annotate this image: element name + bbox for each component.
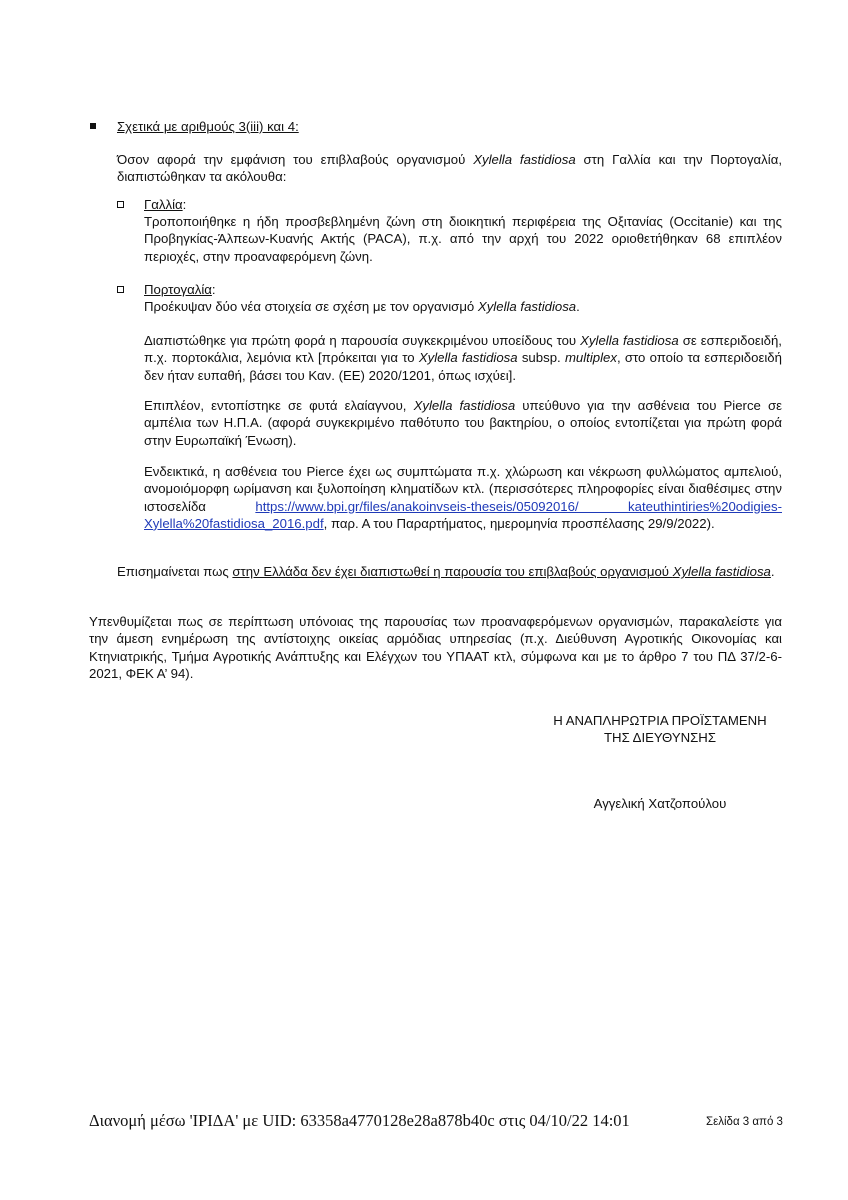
greece-note: Επισημαίνεται πως στην Ελλάδα δεν έχει διαπιστωθεί η παρουσία του επιβλαβούς οργανισμού Xylella fastidiosa. bbox=[117, 564, 775, 579]
page-number: Σελίδα 3 από 3 bbox=[706, 1116, 783, 1128]
france-paragraph: Τροποποιήθηκε η ήδη προσβεβλημένη ζώνη στη διοικητική περιφέρεια της Οξιτανίας (Occitanie) και της Προβηγκίας-Άλπεων-Κυανής Ακτής (PACA), π.χ. από την αρχή του 2022 οριοθετήθηκαν 68 επιπλέον περιοχές, στην προαναφερόμενη ζώνη. bbox=[144, 214, 782, 264]
intro-paragraph: Όσον αφορά την εμφάνιση του επιβλαβούς οργανισμού Xylella fastidiosa στη Γαλλία και την Πορτογαλία, διαπιστώθηκαν τα ακόλουθα: bbox=[117, 152, 782, 185]
footer-uid: Διανομή μέσω 'ΙΡΙΔΑ' με UID: 63358a4770128e28a878b40c στις 04/10/22 14:01 bbox=[89, 1111, 630, 1130]
portugal-paragraph-2: Διαπιστώθηκε για πρώτη φορά η παρουσία συγκεκριμένου υποείδους του Xylella fastidiosa σε εσπεριδοειδή, π.χ. πορτοκάλια, λεμόνια κτλ [πρόκειται για το Xylella fastidiosa subsp. multiplex, στο οποίο τα εσπεριδοειδή δεν ήταν ευπαθή, βάσει του Καν. (ΕΕ) 2020/1201, όπως ισχύει]. bbox=[144, 333, 782, 383]
portugal-heading: Πορτογαλία: bbox=[144, 282, 216, 297]
signature-title-line-1: Η ΑΝΑΠΛΗΡΩΤΡΙΑ ΠΡΟΪΣΤΑΜΕΝΗ bbox=[553, 713, 767, 728]
bullet-icon bbox=[90, 123, 96, 129]
section-heading: Σχετικά με αριθμούς 3(iii) και 4: bbox=[117, 119, 299, 134]
reminder-paragraph: Υπενθυμίζεται πως σε περίπτωση υπόνοιας της παρουσίας των προαναφερόμενων οργανισμών, παρακαλείστε για την άμεση ενημέρωση της αντίστοιχης οικείας αρμόδιας υπηρεσίας (π.χ. Διεύθυνση Αγροτικής Οικονομίας και Κτηνιατρικής, Τμήμα Αγροτικής Ανάπτυξης και Ελέγχων του ΥΠΑΑΤ κτλ, σύμφωνα και με το άρθρο 7 του ΠΔ 37/2-6-2021, ΦΕΚ Α’ 94). bbox=[89, 614, 782, 681]
signature-name: Αγγελική Χατζοπούλου bbox=[593, 796, 727, 811]
signature-title bbox=[480, 712, 840, 747]
portugal-paragraph-3: Επιπλέον, εντοπίστηκε σε φυτά ελαίαγνου, Xylella fastidiosa υπεύθυνο για την ασθένεια του Pierce σε αμπέλια των Η.Π.Α. (αφορά συγκεκριμένο παθότυπο του βακτηρίου, ο οποίος εντοπίζεται για πρώτη φορά στην Ευρωπαϊκή Ένωση). bbox=[144, 398, 782, 448]
signature-title-line-2: ΤΗΣ ΔΙΕΥΘΥΝΣΗΣ bbox=[604, 730, 716, 746]
portugal-paragraph-1: Προέκυψαν δύο νέα στοιχεία σε σχέση με τον οργανισμό Xylella fastidiosa. bbox=[144, 299, 580, 314]
bpi-link[interactable]: https://www.bpi.gr/files/anakoinvseis-theseis/05092016/ kateuthintiries%20odigies-Xylella%20fastidiosa_2016.pdf bbox=[144, 498, 782, 531]
france-heading: Γαλλία: bbox=[144, 197, 187, 212]
portugal-paragraph-4: Ενδεικτικά, η ασθένεια του Pierce έχει ως συμπτώματα π.χ. χλώρωση και νέκρωση φυλλώματος αμπελιού, ανομοιόμορφη ωρίμανση και ξυλοποίηση κληματίδων κτλ. (περισσότερες πληροφορίες είναι διαθέσιμες στην ιστοσελίδα https://www.bpi.gr/files/anakoinvseis-theseis/05092016/ kateuthintiries%20odigies-Xylella%20fastidiosa_2016.pdf, παρ. Α του Παραρτήματος, ημερομηνία προσπέλασης 29/9/2022). bbox=[144, 464, 782, 531]
square-bullet-icon bbox=[117, 286, 124, 293]
square-bullet-icon bbox=[117, 201, 124, 208]
